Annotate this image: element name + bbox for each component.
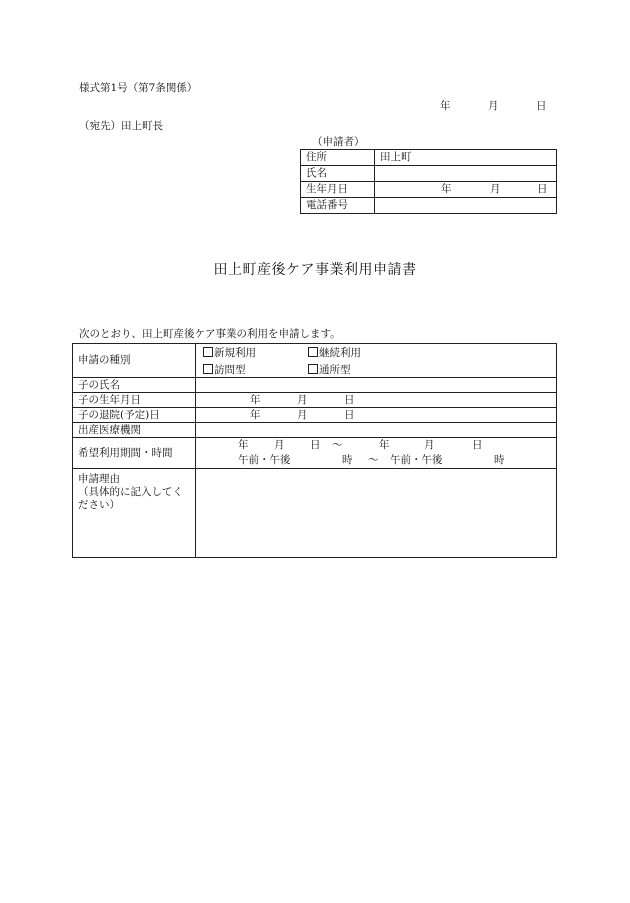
checkbox-icon[interactable]: [308, 364, 318, 374]
form-number: 様式第1号（第7条関係）: [79, 82, 198, 94]
checkbox-icon[interactable]: [308, 347, 318, 357]
discharge-day: 日: [344, 409, 355, 421]
discharge-field[interactable]: [196, 408, 557, 423]
end-ampm: 午前・午後: [390, 454, 443, 466]
option-visit-label: 訪問型: [214, 364, 246, 376]
child-birth-label: 子の生年月日: [73, 393, 196, 408]
start-hour: 時: [342, 454, 353, 466]
application-table: [72, 343, 557, 558]
end-day: 日: [472, 439, 483, 451]
start-month: 月: [274, 439, 285, 451]
birthdate-field[interactable]: [375, 182, 557, 198]
hospital-label: 出産医療機関: [73, 423, 196, 438]
hospital-field[interactable]: [196, 423, 557, 438]
option-daycare-label: 通所型: [319, 364, 351, 376]
applicant-table: [300, 149, 557, 214]
end-month: 月: [424, 439, 435, 451]
type-label: 申請の種別: [73, 344, 196, 378]
address-field[interactable]: 田上町: [375, 150, 557, 166]
birth-day-label: 日: [537, 183, 548, 195]
reason-label: 申請理由: [78, 473, 120, 485]
discharge-row: [73, 408, 557, 423]
date-day-label: 日: [536, 100, 547, 112]
phone-row: [301, 198, 557, 214]
start-ampm: 午前・午後: [238, 454, 291, 466]
phone-label: 電話番号: [301, 198, 375, 214]
period-label: 希望利用期間・時間: [73, 438, 196, 469]
start-year: 年: [238, 439, 249, 451]
address-row: [301, 150, 557, 166]
name-row: [301, 166, 557, 182]
birth-month-label: 月: [490, 183, 501, 195]
name-label: 氏名: [301, 166, 375, 182]
hospital-row: [73, 423, 557, 438]
period-field[interactable]: [196, 438, 557, 469]
period-row: [73, 438, 557, 469]
intro-text: 次のとおり、田上町産後ケア事業の利用を申請します。: [79, 328, 341, 340]
checkbox-icon[interactable]: [203, 347, 213, 357]
time-tilde: ～: [368, 454, 379, 466]
option-daycare[interactable]: [308, 364, 351, 376]
applicant-caption: （申請者）: [312, 136, 365, 148]
option-visit[interactable]: [203, 364, 246, 376]
address-label: 住所: [301, 150, 375, 166]
option-continue[interactable]: [308, 347, 361, 359]
reason-label-cell: [73, 469, 196, 558]
checkbox-icon[interactable]: [203, 364, 213, 374]
reason-note: （具体的に記入してください）: [78, 486, 183, 512]
child-birth-field[interactable]: [196, 393, 557, 408]
birth-year-label: 年: [441, 183, 452, 195]
type-row: [73, 344, 557, 378]
child-birth-row: [73, 393, 557, 408]
child-name-field[interactable]: [196, 378, 557, 393]
reason-row: [73, 469, 557, 558]
date-month-label: 月: [488, 100, 499, 112]
type-options: [196, 344, 557, 378]
document-title: 田上町産後ケア事業利用申請書: [213, 262, 417, 278]
option-new-label: 新規利用: [214, 347, 256, 359]
child-birth-year: 年: [250, 394, 261, 406]
birthdate-row: [301, 182, 557, 198]
birthdate-label: 生年月日: [301, 182, 375, 198]
start-day: 日: [310, 439, 321, 451]
phone-field[interactable]: [375, 198, 557, 214]
child-name-label: 子の氏名: [73, 378, 196, 393]
discharge-month: 月: [297, 409, 308, 421]
discharge-label: 子の退院(予定)日: [73, 408, 196, 423]
reason-field[interactable]: [196, 469, 557, 558]
addressee: （宛先）田上町長: [79, 120, 163, 132]
child-birth-month: 月: [297, 394, 308, 406]
end-year: 年: [379, 439, 390, 451]
date-year-label: 年: [440, 100, 451, 112]
end-hour: 時: [494, 454, 505, 466]
name-field[interactable]: [375, 166, 557, 182]
child-birth-day: 日: [344, 394, 355, 406]
option-new[interactable]: [203, 347, 256, 359]
option-continue-label: 継続利用: [319, 347, 361, 359]
period-tilde: ～: [332, 439, 343, 451]
discharge-year: 年: [250, 409, 261, 421]
child-name-row: [73, 378, 557, 393]
